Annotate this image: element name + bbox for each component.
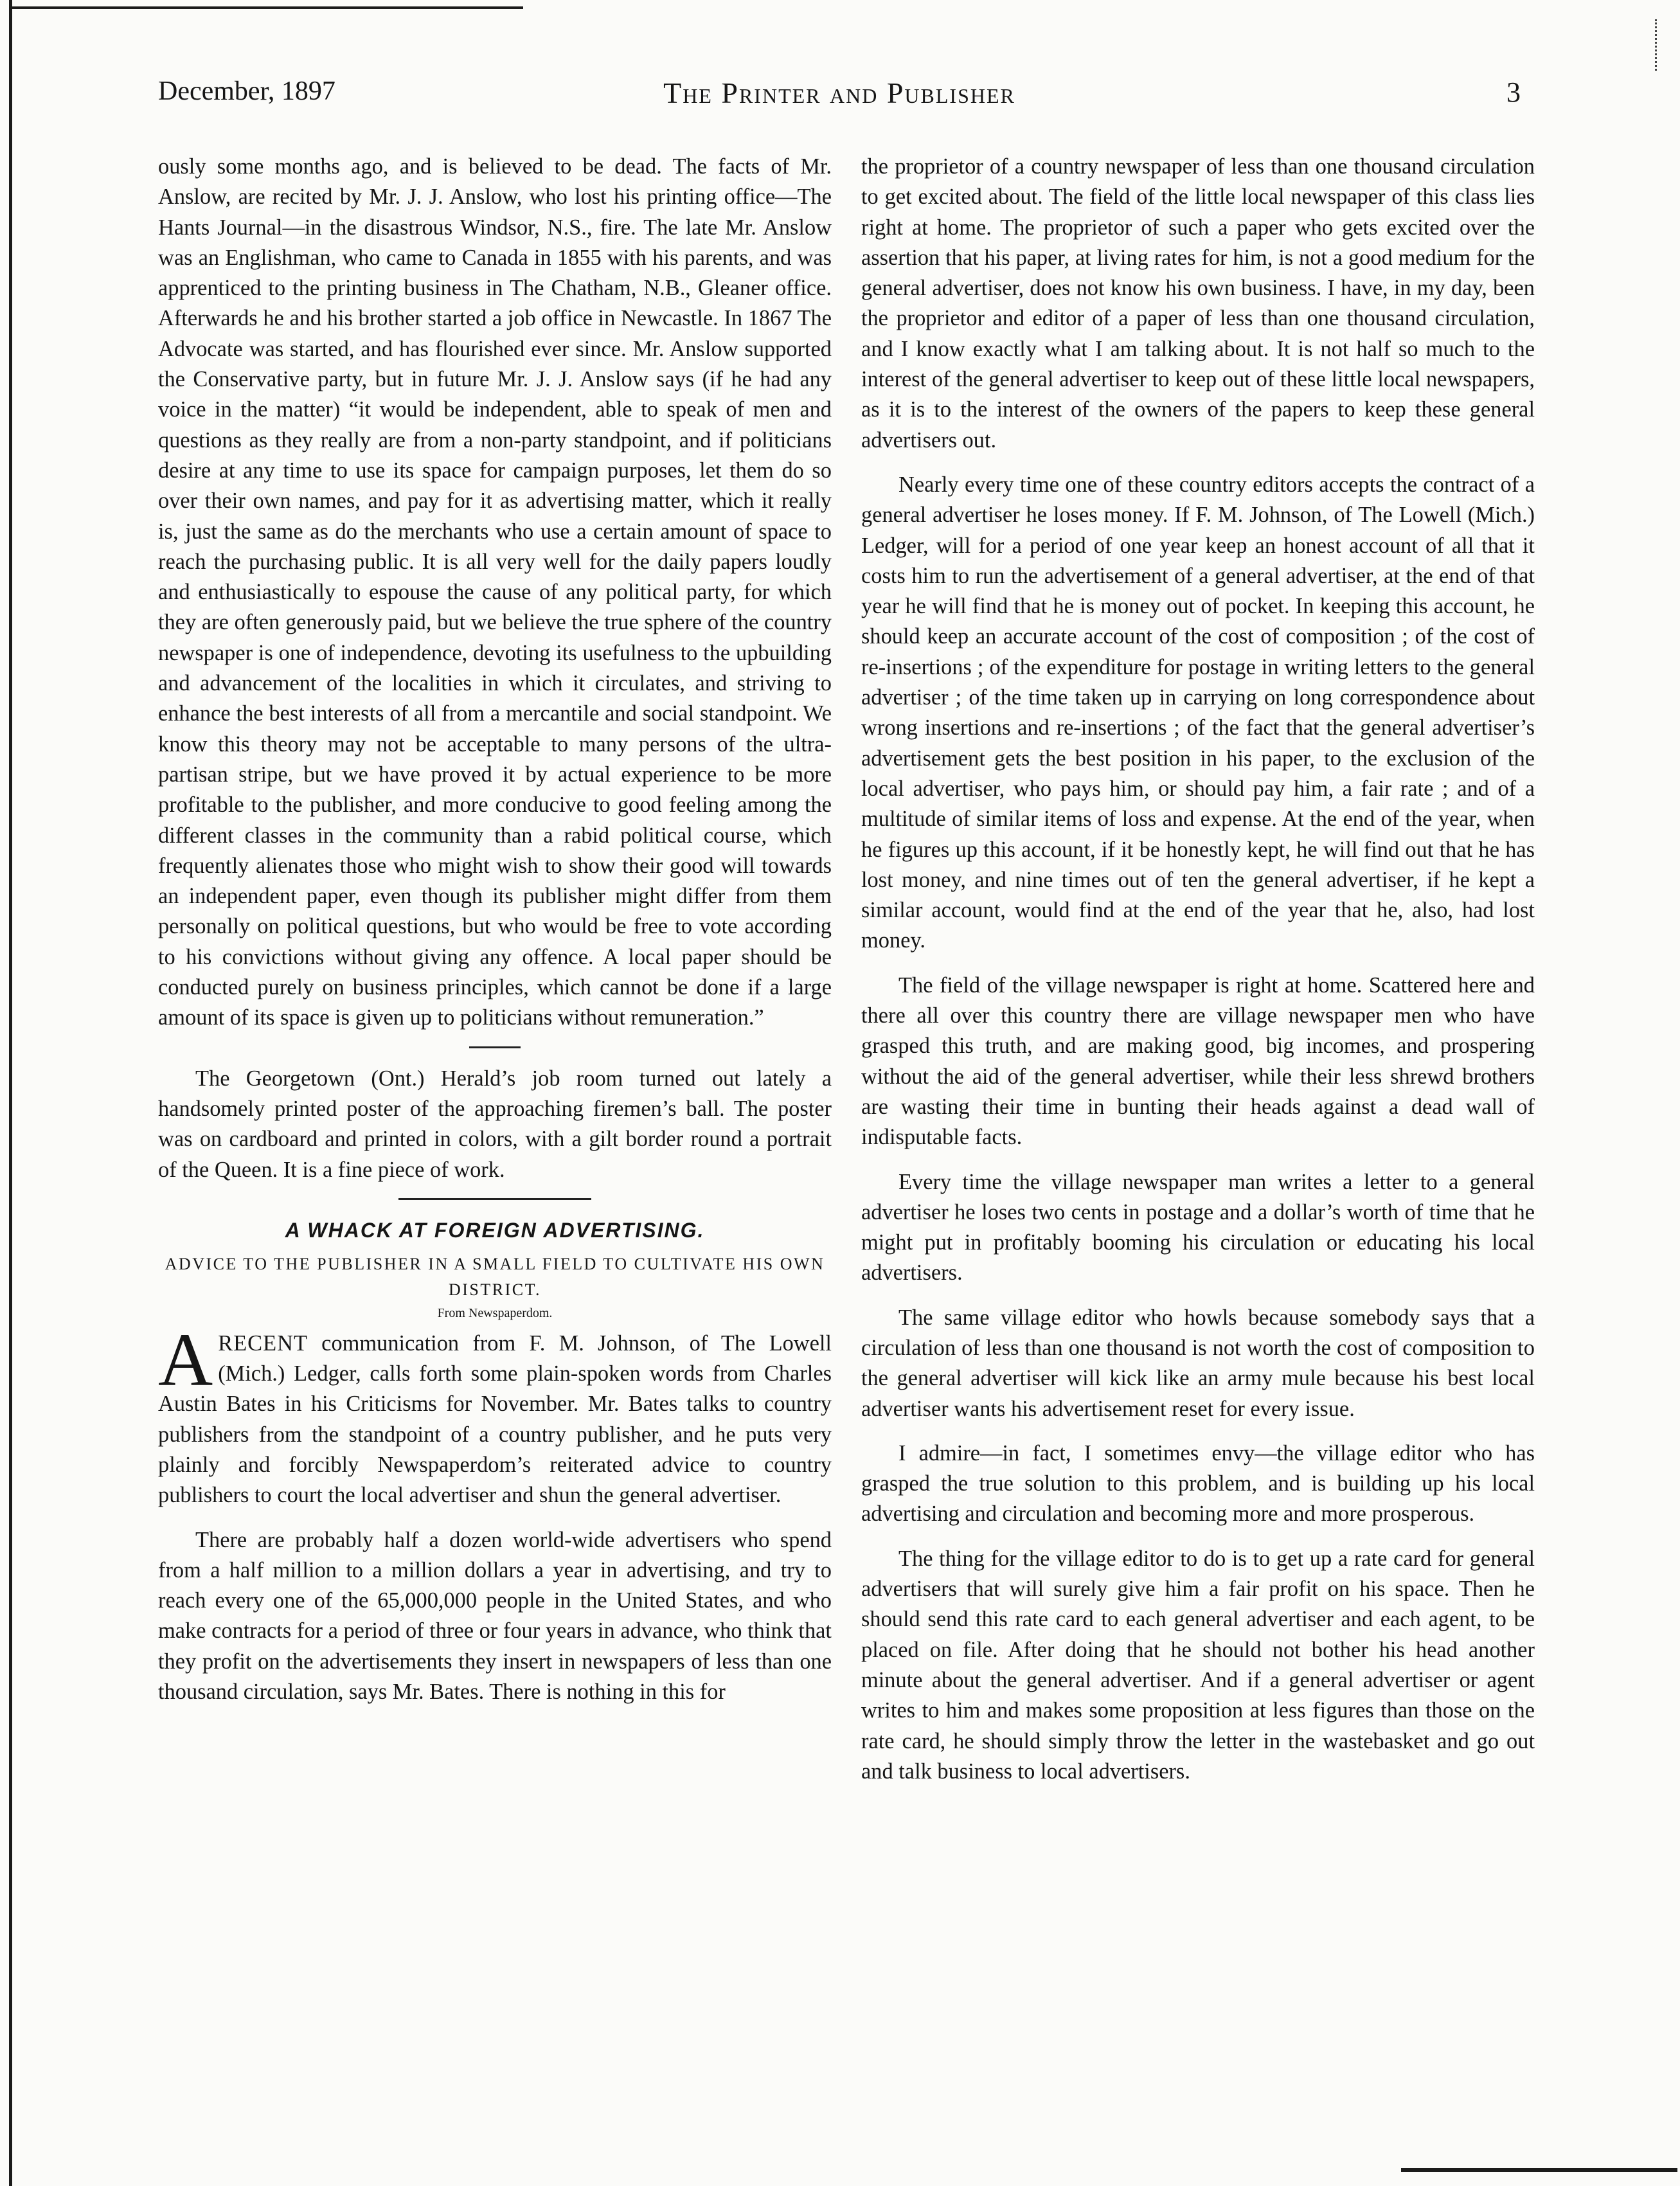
right-column [861,152,1535,1787]
lead-word: RECENT [218,1330,308,1356]
section-divider [469,1046,521,1048]
paragraph-loses-money: Nearly every time one of these country editors accepts the contract of a general advertiser he loses money. If F. M. Johnson, of The Lowell (Mich.) Ledger, will for a period of one year keep an honest account of all that it costs him to run the advertisement of a general advertiser, at the end of that year he will find that he is money out of pocket. In keeping this account, he should keep an accurate account of the cost of composition ; of the cost of re-insertions ; of the expenditure for postage in writing letters to the general advertiser ; of the time taken up in carrying on long correspondence about wrong insertions and re-insertions ; of the fact that the general advertiser’s advertisement gets the best position in his paper, to the exclusion of the local advertiser, who pays him, or should pay him, a fair rate ; and of a multitude of similar items of loss and expense. At the end of the year, when he figures up this account, if it be honestly kept, he will find out that he has lost money, and nine times out of ten the general advertiser, if he kept a similar account, would find at the end of the year that he, also, had lost money. [861,472,1535,953]
margin-mark [1653,19,1657,71]
drop-cap: A [158,1317,213,1402]
article-divider [398,1198,591,1200]
header-date: December, 1897 [158,76,335,106]
paragraph-admire: I admire—in fact, I sometimes envy—the village editor who has grasped the true solution to this problem, and is building up his local advertising and circulation and becoming more and more prosperous. [861,1440,1535,1527]
page-edge-rule [9,0,12,2186]
article-source: From Newspaperdom. [437,1305,553,1320]
paragraph-georgetown-herald: The Georgetown (Ont.) Herald’s job room turned out lately a handsomely printed poster of the approaching firemen’s ball. The poster was on cardboard and printed in colors, with a gilt border round a portrait of the Queen. It is a fine piece of work. [158,1066,832,1182]
article-headline: A WHACK AT FOREIGN ADVERTISING. [285,1218,705,1242]
page-number: 3 [1506,76,1521,108]
paragraph-rate-card: The thing for the village editor to do is to get up a rate card for general advertisers that will surely give him a fair profit on his space. Then he should send this rate card to each general advertiser and each agent, to be placed on file. After doing that he should not bother his head another minute about the general advertiser. And if a general advertiser or agent writes to him and makes some proposition at less figures than those on the rate card, he should simply throw the letter in the wastebasket and go out and talk business to local advertisers. [861,1546,1535,1784]
paragraph-lead [158,1317,832,1511]
paragraph-anslow-continued: ously some months ago, and is believed to be dead. The facts of Mr. Anslow, are recited by Mr. J. J. Anslow, who lost his printing office—The Hants Journal—in the disastrous Windsor, N.S., fire. The late Mr. Anslow was an Englishman, who came to Canada in 1855 with his parents, and was apprenticed to the printing business in The Chatham, N.B., Gleaner office. Afterwards he and his brother started a job office in Newcastle. In 1867 The Advocate was started, and has flourished ever since. Mr. Anslow supported the Conservative party, but in future Mr. J. J. Anslow says (if he had any voice in the matter) “it would be independent, able to speak of men and questions as they really are from a non-party standpoint, and if politicians desire at any time to use its space for campaign purposes, let them do so over their own names, and pay for it as advertising matter, which it really is, just the same as do the merchants who use a certain amount of space to reach the purchasing public. It is all very well for the daily papers loudly and enthusiastically to espouse the cause of any political party, for which they are often generously paid, but we believe the true sphere of the country newspaper is one of independence, devoting its usefulness to the upbuilding and advancement of the localities in which it circulates, and striving to enhance the best interests of all from a mercantile and social standpoint. We know this theory may not be acceptable to many persons of the ultra-partisan stripe, but we have proved it by actual experience to be more profitable to the publisher, and more conducive to good feeling among the different classes in the community than a rabid political course, which frequently alienates those who might wish to show their good will towards an independent paper, even though its publisher might differ from them personally on political questions, but who would be free to vote according to his convictions without giving any offence. A local paper should be conducted purely on business principles, which cannot be done if a large amount of its space is given up to politicians without remuneration.” [158,154,832,1030]
article-subheading: ADVICE TO THE PUBLISHER IN A SMALL FIELD TO CULTIVATE HIS OWN DISTRICT. [165,1254,825,1299]
paragraph-army-mule: The same village editor who howls because somebody says that a circulation of less than one thousand is not worth the cost of composition to the general advertiser will kick like an army mule because his best local advertiser wants his advertisement reset for every issue. [861,1305,1535,1421]
paragraph-world-wide-advertisers: There are probably half a dozen world-wide advertisers who spend from a half million to a million dollars a year in advertising, and try to reach every one of the 65,000,000 people in the United States, and who make contracts for a period of three or four years in advance, who think that they profit on the advertisements they insert in newspapers of less than one thousand circulation, says Mr. Bates. There is nothing in this for [158,1527,832,1705]
publication-title: The Printer and Publisher [663,76,1015,109]
top-edge-rule [9,6,523,9]
paragraph-field-at-home: The field of the village newspaper is right at home. Scattered here and there all over this country there are village newspaper men who have grasped this truth, and are making good, big incomes, and prospering without the aid of the general advertiser, while their less shrewd brothers are wasting their time in bunting their heads against a dead wall of indisputable facts. [861,972,1535,1150]
lead-text: communication from F. M. Johnson, of The Lowell (Mich.) Ledger, calls forth some plain-spoken words from Charles Austin Bates in his Criticisms for November. Mr. Bates talks to country publishers from the standpoint of a country publisher, and he puts very plainly and forcibly Newspaperdom’s reiterated advice to country publishers to court the local advertiser and shun the general advertiser. [158,1330,832,1508]
paragraph-proprietor: the proprietor of a country newspaper of less than one thousand circulation to get excited about. The field of the little local newspaper of this class lies right at home. The proprietor of such a paper who gets excited over the assertion that his paper, at living rates for him, is not a good medium for the general advertiser, does not know his own business. I have, in my day, been the proprietor and editor of a paper of less than one thousand circulation, and I know exactly what I am talking about. It is not half so much to the interest of the general advertiser to keep out of these little local newspapers, as it is to the interest of the owners of the papers to keep these general advertisers out. [861,154,1535,452]
running-header [158,76,1521,121]
paragraph-postage: Every time the village newspaper man writes a letter to a general advertiser he loses two cents in postage and a dollar’s worth of time that he might put in profitably booming his circulation or educating his local advertisers. [861,1169,1535,1286]
bottom-edge-rule [1401,2168,1677,2172]
left-column [158,152,832,1707]
